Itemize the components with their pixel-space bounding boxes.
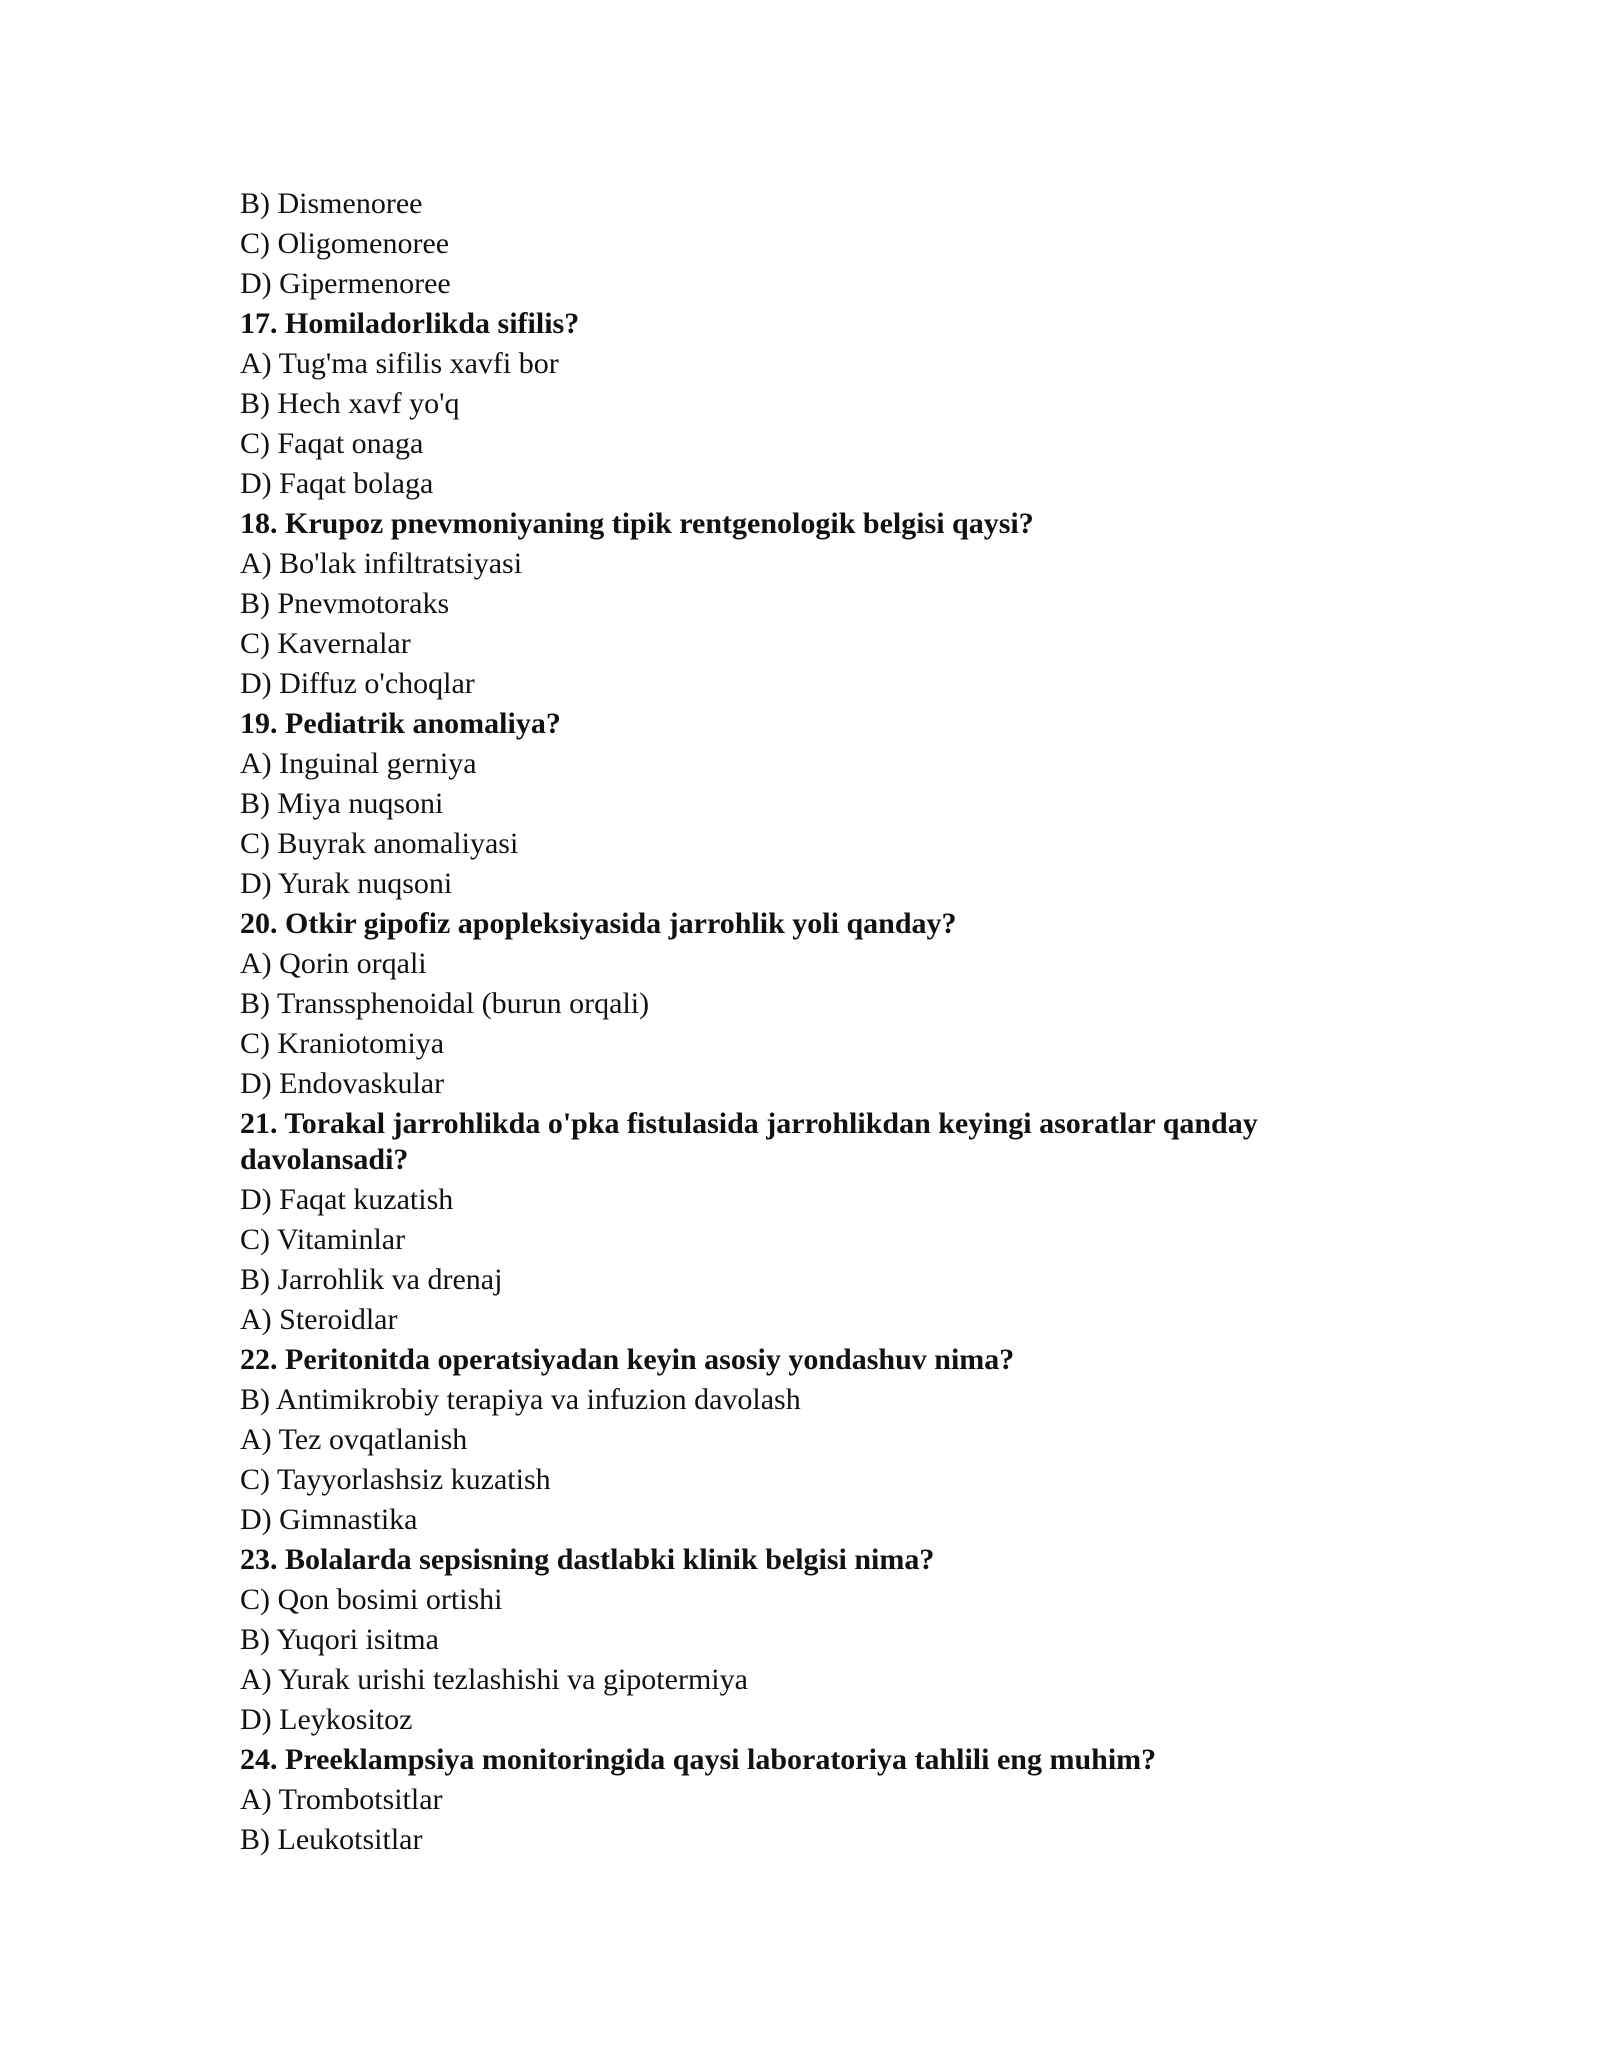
answer-option: B) Transsphenoidal (burun orqali) <box>240 987 650 1020</box>
answer-option: B) Pnevmotoraks <box>240 587 450 620</box>
answer-option: A) Tez ovqatlanish <box>240 1423 468 1456</box>
question-title: 21. Torakal jarrohlikda o'pka fistulasida jarrohlikdan keyingi asoratlar qanday davolansadi? <box>240 1107 1258 1176</box>
question-19 <box>240 704 1360 904</box>
lead-options <box>240 184 1360 304</box>
answer-option: D) Endovaskular <box>240 1067 445 1100</box>
question-18 <box>240 504 1360 704</box>
answer-option: A) Inguinal gerniya <box>240 747 477 780</box>
answer-option: C) Vitaminlar <box>240 1223 406 1256</box>
answer-option: C) Kavernalar <box>240 627 411 660</box>
answer-option: D) Diffuz o'choqlar <box>240 667 475 700</box>
answer-option: C) Faqat onaga <box>240 427 424 460</box>
question-20 <box>240 904 1360 1104</box>
answer-option: B) Leukotsitlar <box>240 1823 423 1856</box>
answer-option: A) Yurak urishi tezlashishi va gipotermiya <box>240 1663 748 1696</box>
question-21 <box>240 1104 1360 1340</box>
answer-option: D) Leykositoz <box>240 1703 413 1736</box>
question-24 <box>240 1740 1360 1860</box>
answer-option: B) Miya nuqsoni <box>240 787 444 820</box>
question-23 <box>240 1540 1360 1740</box>
answer-option: D) Faqat kuzatish <box>240 1183 454 1216</box>
answer-option: B) Jarrohlik va drenaj <box>240 1263 503 1296</box>
answer-option: C) Qon bosimi ortishi <box>240 1583 503 1616</box>
question-17 <box>240 304 1360 504</box>
answer-option: A) Bo'lak infiltratsiyasi <box>240 547 523 580</box>
question-title: 17. Homiladorlikda sifilis? <box>240 307 580 340</box>
answer-option: C) Buyrak anomaliyasi <box>240 827 519 860</box>
answer-option: B) Hech xavf yo'q <box>240 387 460 420</box>
question-title: 23. Bolalarda sepsisning dastlabki klinik belgisi nima? <box>240 1543 935 1576</box>
document-page <box>240 184 1360 1860</box>
question-title: 19. Pediatrik anomaliya? <box>240 707 561 740</box>
answer-option: B) Yuqori isitma <box>240 1623 439 1656</box>
answer-option: D) Gimnastika <box>240 1503 418 1536</box>
answer-option: A) Steroidlar <box>240 1303 398 1336</box>
answer-option: A) Qorin orqali <box>240 947 427 980</box>
answer-option: C) Tayyorlashsiz kuzatish <box>240 1463 551 1496</box>
answer-option: D) Yurak nuqsoni <box>240 867 453 900</box>
question-title: 18. Krupoz pnevmoniyaning tipik rentgenologik belgisi qaysi? <box>240 507 1034 540</box>
answer-option: C) Kraniotomiya <box>240 1027 445 1060</box>
answer-option: D) Faqat bolaga <box>240 467 434 500</box>
question-title: 20. Otkir gipofiz apopleksiyasida jarrohlik yoli qanday? <box>240 907 957 940</box>
question-22 <box>240 1340 1360 1540</box>
answer-option: B) Antimikrobiy terapiya va infuzion davolash <box>240 1383 801 1416</box>
answer-option: A) Trombotsitlar <box>240 1783 443 1816</box>
question-title: 24. Preeklampsiya monitoringida qaysi laboratoriya tahlili eng muhim? <box>240 1743 1157 1776</box>
question-title: 22. Peritonitda operatsiyadan keyin asosiy yondashuv nima? <box>240 1343 1015 1376</box>
answer-option: A) Tug'ma sifilis xavfi bor <box>240 347 559 380</box>
answer-option: B) Dismenoree <box>240 187 423 220</box>
answer-option: D) Gipermenoree <box>240 267 451 300</box>
answer-option: C) Oligomenoree <box>240 227 450 260</box>
